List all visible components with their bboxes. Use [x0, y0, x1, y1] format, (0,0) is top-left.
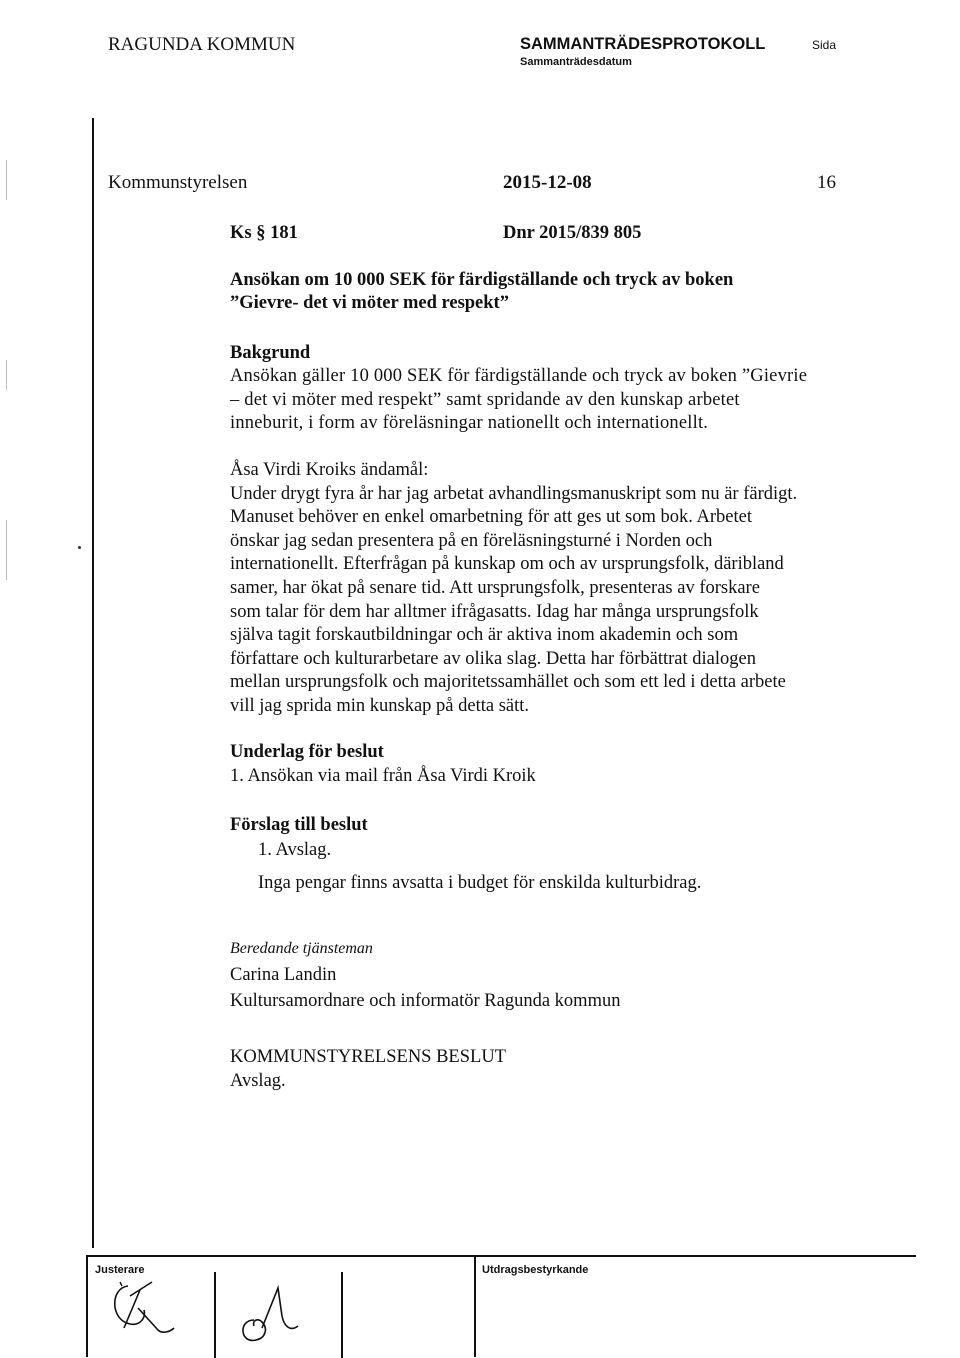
scan-edge-mark — [6, 160, 7, 200]
proposal-note: Inga pengar finns avsatta i budget för enskilda kulturbidrag. — [258, 873, 702, 893]
adjuster-label: Justerare — [95, 1264, 145, 1276]
background-line: inneburit, i form av föreläsningar nationellt och internationellt. — [230, 413, 709, 434]
adjuster-signature-1 — [100, 1268, 180, 1348]
footer-divider-3 — [474, 1257, 476, 1357]
scan-edge-mark — [6, 360, 7, 390]
background-text — [230, 365, 807, 436]
footer-divider-2 — [341, 1272, 343, 1358]
committee-name: Kommunstyrelsen — [108, 172, 248, 193]
purpose-line: samer, har ökat på senare tid. Att ursprungsfolk, presenteras av forskare — [230, 577, 760, 598]
purpose-line: internationellt. Efterfrågan på kunskap om och av ursprungsfolk, däribland — [230, 554, 784, 575]
background-heading: Bakgrund — [230, 343, 311, 363]
purpose-line: Manuset behöver en enkel omarbetning för att ges ut som bok. Arbetet — [230, 507, 752, 528]
decision-heading: KOMMUNSTYRELSENS BESLUT — [230, 1047, 506, 1067]
purpose-line: som talar för dem har alltmer ifrågasatts. Idag har många ursprungsfolk — [230, 601, 759, 622]
meeting-date: 2015-12-08 — [503, 172, 592, 193]
diary-number: Dnr 2015/839 805 — [503, 223, 642, 243]
footer-left-border — [86, 1257, 88, 1357]
paragraph-number: Ks § 181 — [230, 223, 298, 243]
protocol-title: SAMMANTRÄDESPROTOKOLL — [520, 35, 766, 53]
municipality-name: RAGUNDA KOMMUN — [108, 34, 296, 55]
purpose-text — [230, 459, 797, 719]
official-name: Carina Landin — [230, 965, 337, 985]
proposal-item: 1. Avslag. — [258, 840, 332, 860]
purpose-line: önskar jag sedan presentera på en föreläsningsturné i Norden och — [230, 530, 713, 551]
background-line: Ansökan gäller 10 000 SEK för färdigställande och tryck av boken ”Gievrie — [230, 366, 808, 386]
official-label: Beredande tjänsteman — [230, 940, 373, 957]
margin-bullet — [78, 546, 81, 549]
page-number: 16 — [817, 172, 836, 193]
official-role: Kultursamordnare och informatör Ragunda kommun — [230, 991, 621, 1011]
purpose-line: Under drygt fyra år har jag arbetat avhandlingsmanuskript som nu är färdigt. — [230, 483, 798, 504]
case-title-line-2: ”Gievre- det vi möter med respekt” — [230, 293, 509, 313]
page-label: Sida — [812, 38, 837, 52]
decision-text: Avslag. — [230, 1071, 286, 1091]
adjuster-signature-2 — [232, 1276, 302, 1348]
case-title-line-1: Ansökan om 10 000 SEK för färdigställande och tryck av boken — [230, 270, 734, 290]
purpose-line: Åsa Virdi Kroiks ändamål: — [230, 460, 429, 480]
purpose-line: vill jag sprida min kunskap på detta sätt. — [230, 695, 530, 716]
footer-divider-1 — [214, 1272, 216, 1358]
scan-edge-mark — [6, 520, 7, 580]
left-margin-rule — [92, 118, 94, 1248]
purpose-line: själva tagit forskautbildningar och är aktiva inom akademin och som — [230, 625, 739, 646]
extract-label: Utdragsbestyrkande — [482, 1264, 589, 1276]
basis-heading: Underlag för beslut — [230, 742, 384, 762]
footer-rule — [86, 1255, 916, 1257]
proposal-heading: Förslag till beslut — [230, 815, 368, 835]
purpose-line: mellan ursprungsfolk och majoritetssamhället och som ett led i detta arbete — [230, 672, 786, 693]
background-line: – det vi möter med respekt” samt spridande av den kunskap arbetet — [230, 389, 740, 410]
meeting-date-label: Sammanträdesdatum — [520, 56, 632, 68]
purpose-line: författare och kulturarbetare av olika slag. Detta har förbättrat dialogen — [230, 648, 756, 669]
basis-item: 1. Ansökan via mail från Åsa Virdi Kroik — [230, 766, 536, 786]
